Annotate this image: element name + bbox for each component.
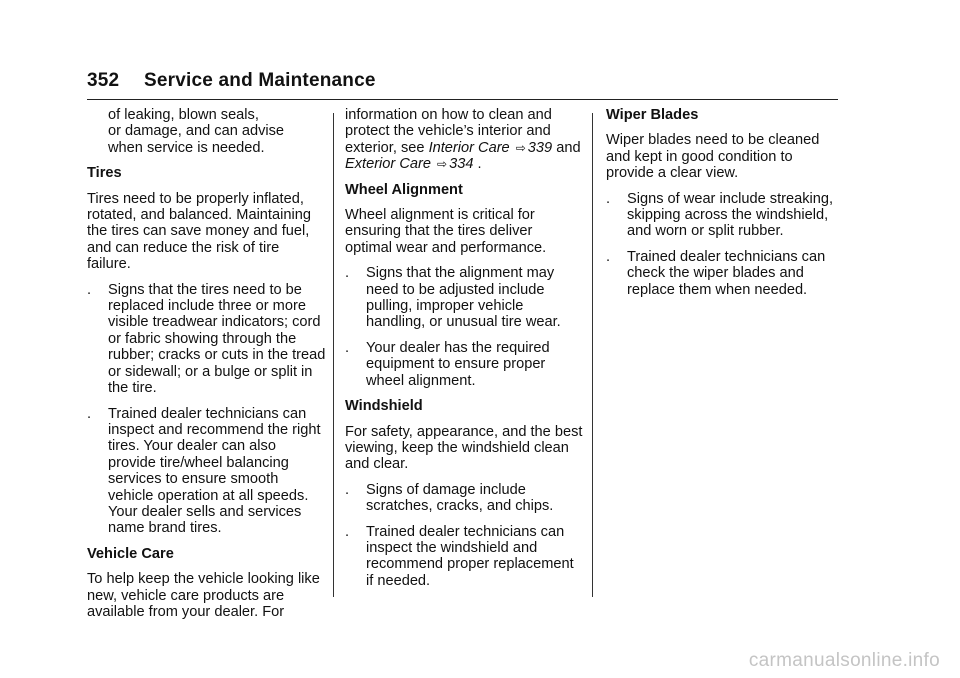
continued-bullet-text (87, 107, 327, 156)
end-punctuation: . (477, 156, 482, 173)
windshield-intro: For safety, appearance, and the best viewing, keep the windshield clean and clear. (345, 423, 583, 473)
column-1 (87, 107, 327, 629)
vehicle-care-text: To help keep the vehicle looking like new, vehicle care products are available from your dealer. For (87, 571, 320, 620)
continued-line: when service is needed. (108, 139, 265, 156)
bullet-text: Trained dealer technicians can check the wiper blades and replace them when needed. (627, 248, 826, 298)
bullet-marker: . (345, 339, 350, 356)
bullet-marker: . (87, 405, 92, 422)
exterior-care-link[interactable]: Exterior Care (345, 156, 431, 173)
list-item (345, 340, 583, 389)
list-item (606, 249, 842, 298)
wiper-blades-intro: Wiper blades need to be cleaned and kept in good condition to provide a clear view. (606, 132, 820, 182)
interior-care-link[interactable]: Interior Care (428, 139, 510, 156)
header-rule (87, 99, 838, 100)
bullet-text: Signs that the tires need to be replaced include three or more visible treadwear indicators; cord or fabric showing through the rubber; cracks or cuts in the tread or sidewall; or a bulge or split in the tire. (108, 281, 326, 397)
wheel-alignment-heading: Wheel Alignment (345, 181, 463, 198)
page-reference-arrow-icon: ⇨ (437, 157, 448, 172)
exterior-care-page-link[interactable]: 334 (449, 156, 474, 173)
vehicle-care-heading: Vehicle Care (87, 545, 174, 562)
continued-line: or damage, and can advise (108, 123, 285, 140)
page-number: 352 (87, 70, 120, 91)
care-reference-text: information on how to clean and protect the vehicle’s interior and exterior, see (345, 107, 552, 156)
bullet-text: Signs of damage include scratches, cracks, and chips. (366, 481, 554, 515)
bullet-marker: . (606, 190, 611, 207)
bullet-marker: . (606, 248, 611, 265)
column-2 (345, 107, 583, 598)
section-title: Service and Maintenance (144, 70, 376, 91)
list-item (345, 265, 583, 331)
bullet-text: Your dealer has the required equipment to ensure proper wheel alignment. (366, 339, 550, 389)
bullet-text: Trained dealer technicians can inspect the windshield and recommend proper replacement if needed. (366, 523, 574, 589)
bullet-marker: . (345, 481, 350, 498)
page-reference-arrow-icon: ⇨ (515, 140, 526, 155)
bullet-text: Trained dealer technicians can inspect and recommend the right tires. Your dealer can also provide tire/wheel balancing services to ensure smooth vehicle operation at all speeds. Your dealer sells and services name brand tires. (108, 405, 321, 537)
bullet-marker: . (345, 523, 350, 540)
page-header (87, 70, 838, 100)
interior-care-page-link[interactable]: 339 (527, 139, 553, 156)
bullet-text: Signs of wear include streaking, skipping across the windshield, and worn or split rubber. (627, 190, 834, 240)
column-3 (606, 107, 842, 307)
and-word: and (556, 139, 581, 156)
wheel-alignment-intro: Wheel alignment is critical for ensuring that the tires deliver optimal wear and performance. (345, 207, 547, 256)
column-divider (592, 113, 593, 597)
care-reference-paragraph (345, 107, 583, 173)
list-item (345, 524, 583, 590)
bullet-marker: . (87, 281, 92, 298)
tires-heading: Tires (87, 165, 122, 182)
column-divider (333, 113, 334, 597)
tires-intro: Tires need to be properly inflated, rotated, and balanced. Maintaining the tires can save money and fuel, and can reduce the risk of tire failure. (87, 190, 311, 273)
list-item (87, 282, 327, 397)
bullet-text: Signs that the alignment may need to be adjusted include pulling, improper vehicle handling, or unusual tire wear. (366, 265, 561, 331)
list-item (345, 482, 583, 515)
list-item (606, 191, 842, 240)
watermark: carmanualsonline.info (748, 650, 940, 671)
bullet-marker: . (345, 265, 350, 282)
windshield-heading: Windshield (345, 398, 423, 415)
wiper-blades-heading: Wiper Blades (606, 107, 699, 123)
continued-line: of leaking, blown seals, (108, 107, 259, 123)
list-item (87, 406, 327, 537)
